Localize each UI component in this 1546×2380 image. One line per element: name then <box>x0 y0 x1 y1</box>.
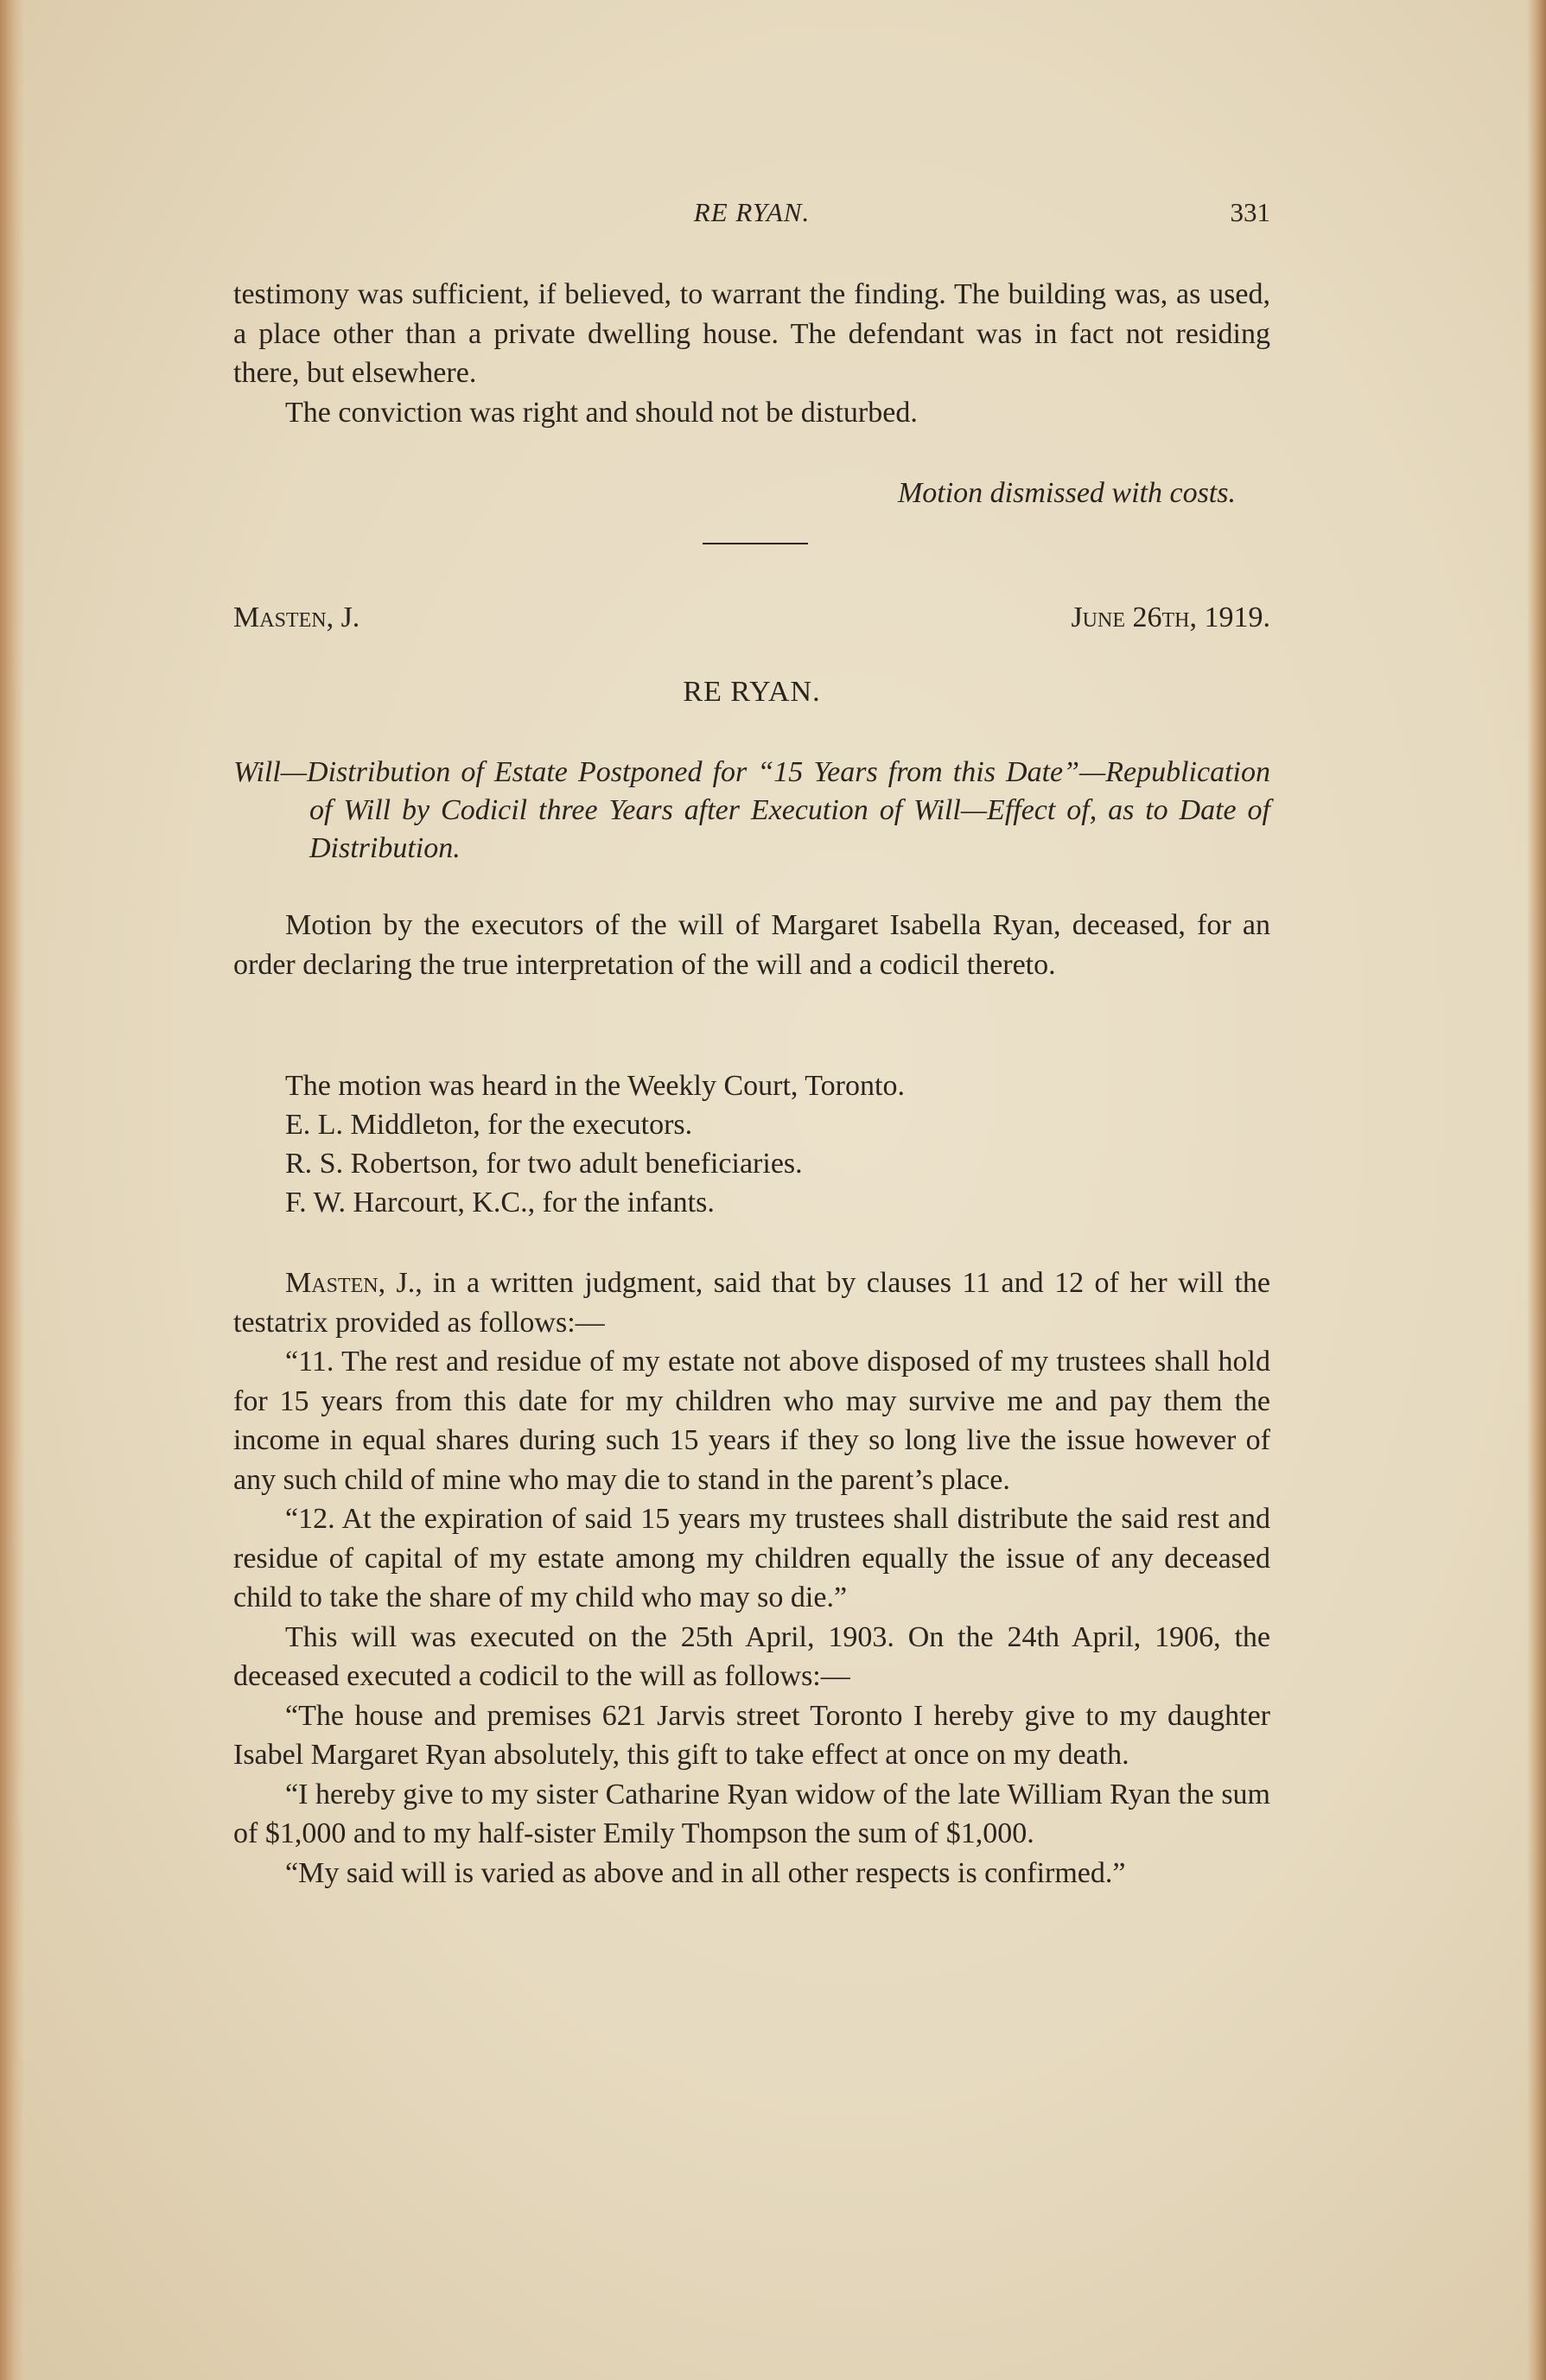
opening-paragraph: testimony was sufficient, if believed, to warrant the finding. The building was, as used, a place other than a private dwelling house. The defendant was in fact not residing there, but elsewhere. <box>233 278 1270 389</box>
headnote-block <box>233 754 1270 868</box>
case-title: RE RYAN. <box>683 676 821 708</box>
judgment-paragraph: This will was executed on the 25th April, 1903. On the 24th April, 1906, the deceased executed a codicil to the will as follows:— <box>233 1620 1270 1692</box>
judgment-paragraph: “12. At the expiration of said 15 years my trustees shall distribute the said rest and residue of capital of my estate among my children equally the issue of any deceased child to take the share of my child who may so die.” <box>233 1503 1270 1613</box>
judgment-paragraph: “I hereby give to my sister Catharine Ryan widow of the late William Ryan the sum of $1,000 and to my half-sister Emily Thompson the sum of $1,000. <box>233 1778 1270 1849</box>
opening-section <box>233 275 1270 432</box>
headnote: Will—Distribution of Estate Postponed for “15 Years from this Date”—Republication of Will by Codicil three Years after Execution of Will—Effect of, as to Date of Distribution. <box>233 756 1270 864</box>
appearance-line: F. W. Harcourt, K.C., for the infants. <box>285 1187 715 1219</box>
page-edge-left <box>0 0 24 2380</box>
judgment-paragraph: “The house and premises 621 Jarvis street Toronto I hereby give to my daughter Isabel Margaret Ryan absolutely, this gift to take effect at once on my death. <box>233 1699 1270 1771</box>
page-edge-right <box>1527 0 1546 2380</box>
appearance-line: E. L. Middleton, for the executors. <box>285 1109 693 1141</box>
case-title-block <box>233 672 1270 712</box>
running-head-title: RE RYAN. <box>693 197 811 227</box>
judgment-block <box>233 1263 1270 1893</box>
running-head <box>233 197 1270 237</box>
judgment-judge-name: Masten, J. <box>285 1267 416 1299</box>
page-number: 331 <box>1230 197 1270 227</box>
judgment-date: June 26th, 1919. <box>1071 601 1270 633</box>
disposition-block <box>233 474 1270 513</box>
judge-name: Masten, J. <box>233 601 360 633</box>
disposition: Motion dismissed with costs. <box>897 477 1236 509</box>
judgment-paragraph: “My said will is varied as above and in all other respects is confirmed.” <box>285 1856 1126 1889</box>
section-divider <box>703 543 808 544</box>
motion-block <box>233 906 1270 984</box>
motion-intro: Motion by the executors of the will of Margaret Isabella Ryan, deceased, for an order declaring the true interpretation of the will and a codicil thereto. <box>233 909 1270 981</box>
judgment-paragraph: “11. The rest and residue of my estate not above disposed of my trustees shall hold for 15 years from this date for my children who may survive me and pay them the income in equal shares during such 15 years if they so long live the issue however of any such child of mine who may die to stand in the parent’s place. <box>233 1346 1270 1496</box>
opening-paragraph: The conviction was right and should not be disturbed. <box>285 396 918 429</box>
judgment-opening <box>233 1263 1270 1342</box>
case-header <box>233 598 1270 637</box>
appearances-block <box>233 1066 1270 1222</box>
appearance-line: The motion was heard in the Weekly Court, Toronto. <box>285 1070 905 1102</box>
appearance-line: R. S. Robertson, for two adult beneficiaries. <box>285 1148 803 1180</box>
judgment-opening-text: , in a written judgment, said that by clauses 11 and 12 of her will the testatrix provided as follows:— <box>233 1267 1270 1339</box>
